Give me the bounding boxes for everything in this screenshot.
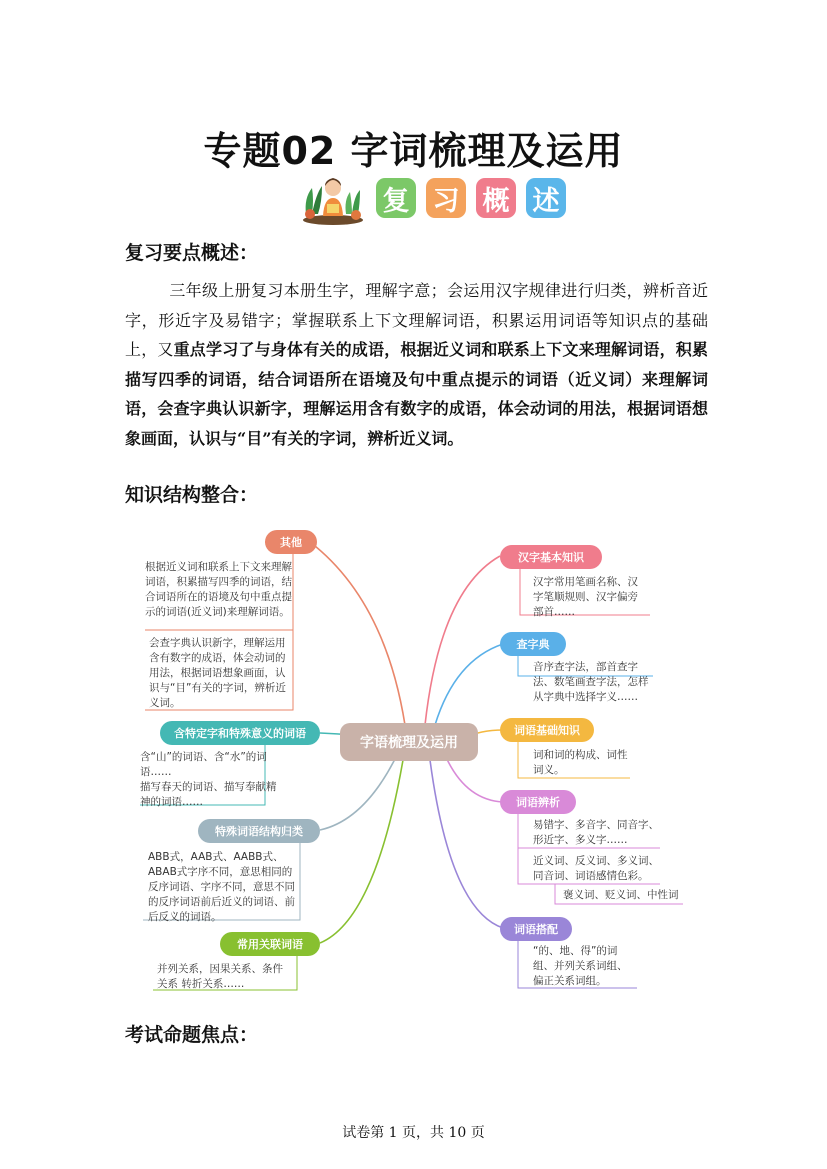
section-heading-exam-focus: 考试命题焦点： (125, 1024, 259, 1046)
badge-char-2: 习 (426, 178, 466, 218)
node-basic-characters: 汉字基本知识 (500, 545, 602, 569)
node-word-discrimination-leaf-1: 易错字、多音字、同音字、形近字、多义字…… (533, 819, 659, 846)
girl-with-plants-illustration (300, 170, 366, 226)
page-title: 专题02 字词梳理及运用 (203, 129, 624, 173)
node-basic-characters-leaf: 汉字常用笔画名称、汉字笔顺规则、汉字偏旁部首…… (533, 576, 638, 618)
node-word-basics-leaf: 词和词的构成、词性词义。 (533, 749, 628, 776)
node-dictionary: 查字典 (500, 632, 566, 656)
node-word-collocation-leaf: “的、地、得”的词组、并列关系词组、偏正关系词组。 (533, 945, 628, 987)
mind-map (135, 520, 695, 1000)
node-word-discrimination: 词语辨析 (500, 790, 576, 814)
node-other-leaf-2: 会查字典认识新字，理解运用含有数字的成语，体会动词的用法，根据词语想象画面，认识与“目”有关的字词，辨析近义词。 (149, 637, 286, 709)
node-word-discrimination-leaf-2: 近义词、反义词、多义词、同音词、词语感情色彩。 (533, 855, 659, 882)
node-special-words-leaf: 含“山”的词语、含“水”的词语…… 描写春天的词语、描写奉献精神的词语…… (140, 751, 277, 808)
node-conjunctions-leaf: 并列关系，因果关系、条件关系 转折关系…… (157, 963, 283, 990)
badge-char-4: 述 (526, 178, 566, 218)
node-word-structure-leaf: ABB式，AAB式、AABB式、ABAB式字序不同，意思相同的反序词语、字序不同，意思不同的反序词语前后近义的词语、前后反义的词语。 (148, 851, 295, 923)
section-heading-knowledge-structure: 知识结构整合： (125, 484, 259, 506)
node-special-words: 含特定字和特殊意义的词语 (160, 721, 320, 745)
review-overview-banner (300, 170, 566, 226)
review-summary-paragraph (125, 276, 708, 453)
node-word-basics: 词语基础知识 (500, 718, 594, 742)
node-conjunctions: 常用关联词语 (220, 932, 320, 956)
page-footer: 试卷第 1 页，共 10 页 (342, 1125, 485, 1141)
badge-char-1: 复 (376, 178, 416, 218)
node-word-structure: 特殊词语结构归类 (198, 819, 320, 843)
summary-normal-text: 三年级上册复习本册生字，理解字意；会运用汉字规律进行归类，辨析音近字，形近字及易错字；掌握联系上下文理解词语，积累运用词语等知识点的基础上，又 (125, 281, 708, 359)
section-heading-review-points: 复习要点概述： (125, 242, 259, 264)
node-other: 其他 (265, 530, 317, 554)
node-word-discrimination-leaf-3: 褒义词、贬义词、中性词 (563, 889, 679, 901)
badge-char-3: 概 (476, 178, 516, 218)
summary-bold-text: 重点学习了与身体有关的成语，根据近义词和联系上下文来理解词语，积累描写四季的词语，结合词语所在语境及句中重点提示的词语（近义词）来理解词语，会查字典认识新字，理解运用含有数字的成语，体会动词的用法，根据词语想象画面，认识与“目”有关的字词，辨析近义词。 (125, 340, 708, 448)
mind-map-center-node: 字语梳理及运用 (340, 723, 478, 761)
node-other-leaf-1: 根据近义词和联系上下文来理解词语，积累描写四季的词语，结合词语所在的语境及句中重点提示的词语(近义词)来理解词语。 (145, 561, 292, 618)
node-word-collocation: 词语搭配 (500, 917, 572, 941)
node-dictionary-leaf: 音序查字法，部首查字法、数笔画查字法，怎样从字典中选择字义…… (533, 661, 649, 703)
